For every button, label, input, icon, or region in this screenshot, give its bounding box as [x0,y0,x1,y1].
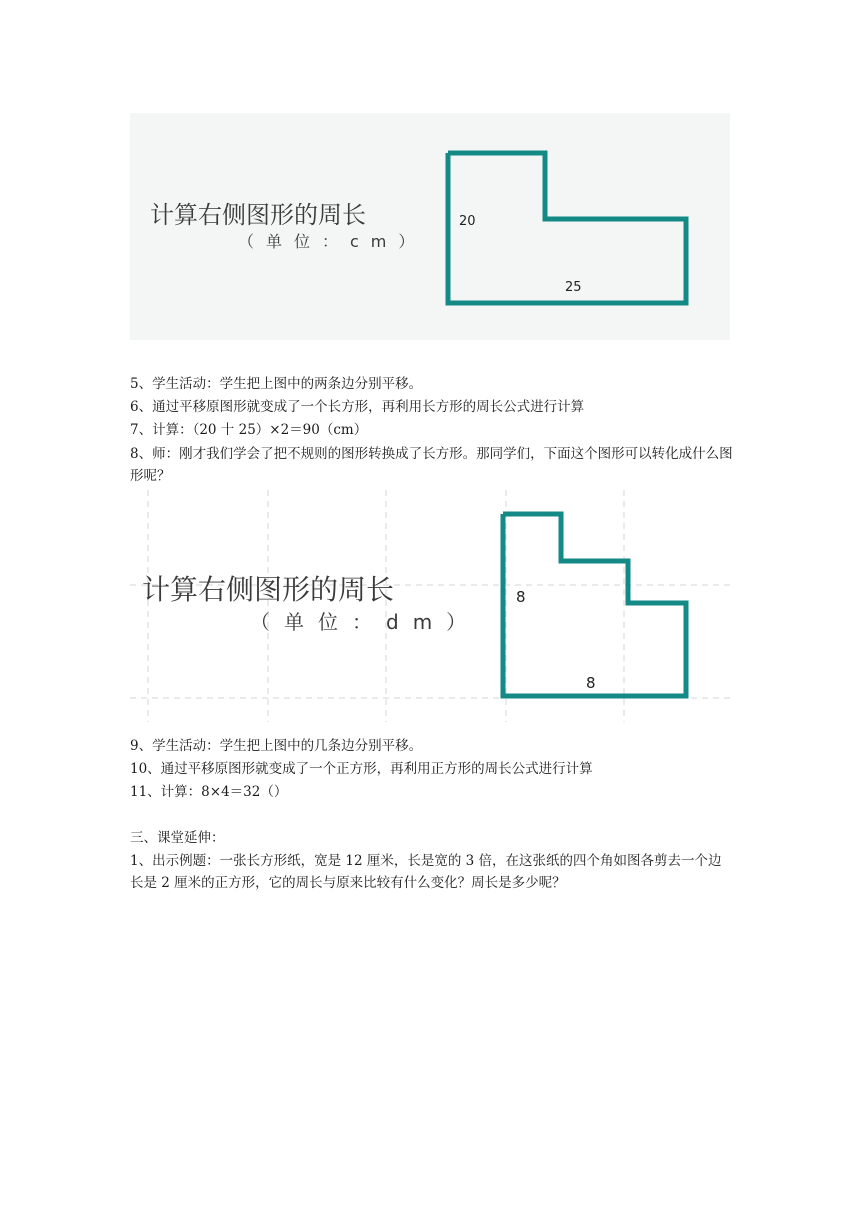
section-3-heading: 三、课堂延伸： [130,830,225,846]
example-1: 1、出示例题：一张长方形纸，宽是 12 厘米，长是宽的 3 倍，在这张纸的四个角如图各剪去一个边长是 2 厘米的正方形，它的周长与原来比较有什么变化？周长是多少呢？ [130,853,722,891]
step-9: 9、学生活动：学生把上图中的几条边分别平移。 [130,738,423,754]
figure-l-shape-cm [130,113,730,340]
figure2-label-width: 8 [586,674,596,692]
step-8: 8、师：刚才我们学会了把不规则的图形转换成了长方形。那同学们，下面这个图形可以转化成什么图形呢？ [130,446,733,484]
step-11: 11、计算：8×4＝32（） [130,784,288,800]
figure2-label-height: 8 [516,588,526,606]
figure2-unit: （单位：dm） [250,610,481,634]
step-7: 7、计算：（20 十 25）×2＝90（cm） [130,422,368,438]
step-6: 6、通过平移原图形就变成了一个长方形，再利用长方形的周长公式进行计算 [130,399,585,415]
step-10: 10、通过平移原图形就变成了一个正方形，再利用正方形的周长公式进行计算 [130,761,593,777]
figure1-title: 计算右侧图形的周长 [150,201,366,229]
figure1-label-height: 20 [459,214,476,229]
figure2-outline [503,514,686,696]
figure1-shape [130,113,730,340]
figure1-unit: （单位：cm） [238,232,427,251]
figure2-title: 计算右侧图形的周长 [142,573,395,606]
step-5: 5、学生活动：学生把上图中的两条边分别平移。 [130,376,423,392]
figure-step-shape-dm [130,490,730,722]
figure1-label-width: 25 [565,280,582,295]
